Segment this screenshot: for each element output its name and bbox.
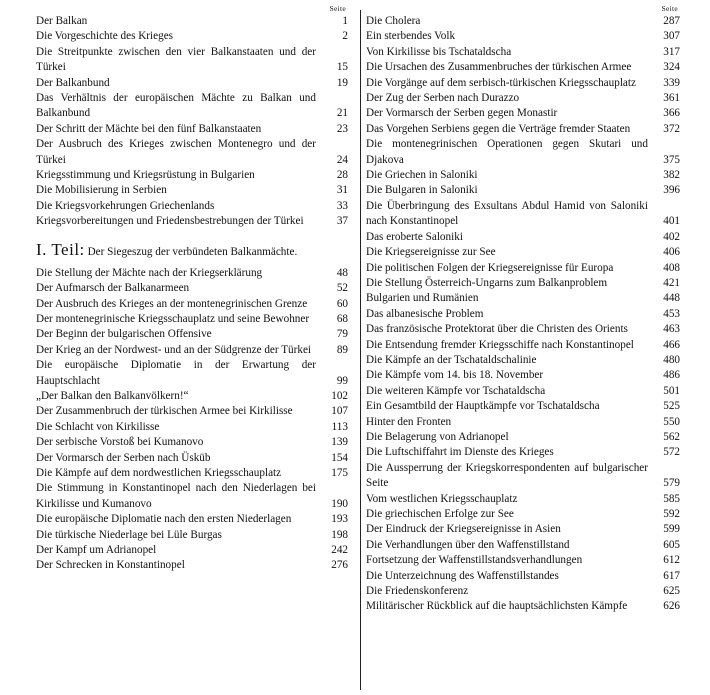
toc-entry-page: 2 xyxy=(342,30,348,43)
toc-entry-page: 276 xyxy=(331,559,348,572)
toc-entry-title: Bulgarien und Rumänien xyxy=(366,292,479,305)
toc-entry xyxy=(366,461,680,492)
toc-entry-title: Die Belagerung von Adrianopel xyxy=(366,430,509,443)
toc-entry-page: 48 xyxy=(336,266,348,279)
toc-entry xyxy=(366,415,680,430)
toc-entry-title: Vom westlichen Kriegsschauplatz xyxy=(366,492,518,505)
toc-entry xyxy=(36,327,348,342)
toc-entry-title: Kriegsstimmung und Kriegsrüstung in Bulgarien xyxy=(36,169,255,182)
toc-entry xyxy=(366,91,680,106)
toc-entry-title: Die politischen Folgen der Kriegsereignisse für Europa xyxy=(366,261,614,274)
toc-entry xyxy=(366,76,680,91)
toc-entry-page: 28 xyxy=(336,169,348,182)
toc-entry-page: 15 xyxy=(336,61,348,74)
toc-entry-title: Die Ursachen des Zusammenbruches der türkischen Armee xyxy=(366,61,632,74)
toc-entry-page: 139 xyxy=(331,436,348,449)
toc-entry-title: Der Eindruck der Kriegsereignisse in Asien xyxy=(366,523,561,536)
toc-entry-title: Der serbische Vorstoß bei Kumanovo xyxy=(36,436,204,449)
toc-entry xyxy=(36,466,348,481)
toc-entry xyxy=(366,137,680,168)
part-label: I. Teil: xyxy=(36,239,85,259)
toc-entry-page: 37 xyxy=(336,215,348,228)
toc-entry-title: Die Überbringung des Exsultans Abdul Hamid von Saloniki nach Konstantinopel xyxy=(366,199,648,228)
toc-entry xyxy=(36,266,348,281)
toc-entry-title: Das Vorgehen Serbiens gegen die Verträge fremder Staaten xyxy=(366,122,631,135)
part-heading xyxy=(36,239,348,260)
toc-right-column xyxy=(366,4,680,615)
toc-intro-list xyxy=(36,14,348,230)
toc-entry-title: Ein Gesamtbild der Hauptkämpfe vor Tschataldscha xyxy=(366,400,600,413)
toc-entry xyxy=(366,291,680,306)
toc-entry-page: 339 xyxy=(663,76,680,89)
toc-entry xyxy=(36,528,348,543)
toc-entry-page: 324 xyxy=(663,61,680,74)
toc-entry xyxy=(366,307,680,322)
toc-entry-title: Die Luftschiffahrt im Dienste des Krieges xyxy=(366,446,554,459)
toc-entry xyxy=(366,261,680,276)
toc-entry xyxy=(366,399,680,414)
toc-entry-page: 585 xyxy=(663,492,680,505)
toc-entry xyxy=(36,481,348,512)
toc-entry-title: Kriegsvorbereitungen und Friedensbestrebungen der Türkei xyxy=(36,215,304,228)
toc-entry-title: Die Friedenskonferenz xyxy=(366,585,469,598)
toc-entry-page: 60 xyxy=(336,297,348,310)
toc-entry xyxy=(366,522,680,537)
toc-entry-title: Das französische Protektorat über die Christen des Orients xyxy=(366,323,628,336)
toc-entry-title: Der montenegrinische Kriegsschauplatz und seine Bewohner xyxy=(36,312,310,325)
toc-entry xyxy=(366,14,680,29)
toc-entry-title: Die Verhandlungen über den Waffenstillstand xyxy=(366,538,570,551)
toc-entry xyxy=(366,122,680,137)
toc-entry-page: 317 xyxy=(663,45,680,58)
toc-entry xyxy=(36,312,348,327)
toc-entry-page: 463 xyxy=(663,323,680,336)
toc-entry-title: Die montenegrinischen Operationen gegen Skutari und Djakova xyxy=(366,138,648,166)
toc-entry-title: Die Stellung der Mächte nach der Kriegserklärung xyxy=(36,266,263,279)
toc-entry xyxy=(366,584,680,599)
toc-entry-title: Der Zug der Serben nach Durazzo xyxy=(366,92,520,105)
toc-entry xyxy=(36,76,348,91)
toc-entry-page: 21 xyxy=(336,107,348,120)
toc-entry xyxy=(366,538,680,553)
toc-entry-title: Die Vorgänge auf dem serbisch-türkischen Kriegsschauplatz xyxy=(366,76,636,89)
toc-part-list xyxy=(36,266,348,574)
toc-entry-page: 113 xyxy=(331,420,348,433)
toc-entry xyxy=(36,214,348,229)
toc-entry-title: Der Beginn der bulgarischen Offensive xyxy=(36,328,212,341)
toc-entry-page: 307 xyxy=(663,30,680,43)
toc-entry-page: 375 xyxy=(663,153,680,166)
toc-left-column xyxy=(36,4,348,574)
toc-entry xyxy=(36,358,348,389)
toc-entry xyxy=(36,512,348,527)
toc-entry-page: 396 xyxy=(663,184,680,197)
toc-entry xyxy=(366,353,680,368)
toc-entry xyxy=(366,276,680,291)
toc-entry xyxy=(36,389,348,404)
toc-entry xyxy=(36,14,348,29)
toc-entry-page: 572 xyxy=(663,446,680,459)
toc-entry-page: 421 xyxy=(663,276,680,289)
toc-entry-title: Die türkische Niederlage bei Lüle Burgas xyxy=(36,528,222,541)
toc-entry-title: „Der Balkan den Balkanvölkern!“ xyxy=(36,389,189,402)
toc-entry-page: 550 xyxy=(663,415,680,428)
toc-entry xyxy=(366,368,680,383)
toc-entry-title: Der Zusammenbruch der türkischen Armee bei Kirkilisse xyxy=(36,405,293,418)
toc-entry-page: 68 xyxy=(336,312,348,325)
toc-entry-title: Der Schrecken in Konstantinopel xyxy=(36,559,185,572)
toc-entry xyxy=(36,281,348,296)
toc-entry-page: 382 xyxy=(663,169,680,182)
toc-entry xyxy=(36,451,348,466)
toc-entry-page: 480 xyxy=(663,353,680,366)
toc-entry xyxy=(36,420,348,435)
toc-entry-title: Die Kämpfe vom 14. bis 18. November xyxy=(366,369,544,382)
toc-entry-page: 625 xyxy=(663,585,680,598)
toc-entry-page: 401 xyxy=(663,215,680,228)
toc-entry xyxy=(36,343,348,358)
toc-entry xyxy=(36,91,348,122)
toc-entry-title: Die europäische Diplomatie nach den ersten Niederlagen xyxy=(36,513,292,526)
toc-entry-title: Der Krieg an der Nordwest- und an der Südgrenze der Türkei xyxy=(36,343,312,356)
toc-entry-page: 190 xyxy=(331,497,348,510)
toc-entry-page: 287 xyxy=(663,15,680,27)
toc-entry xyxy=(36,543,348,558)
toc-entry xyxy=(366,45,680,60)
page-column-label: Seite xyxy=(329,4,346,13)
toc-entry-page: 89 xyxy=(336,343,348,356)
toc-entry-title: Die Stellung Österreich-Ungarns zum Balkanproblem xyxy=(366,276,608,289)
toc-entry-page: 525 xyxy=(663,400,680,413)
toc-entry-page: 501 xyxy=(663,384,680,397)
toc-entry-title: Das Verhältnis der europäischen Mächte zu Balkan und Balkanbund xyxy=(36,92,316,120)
toc-entry xyxy=(36,558,348,573)
toc-entry-page: 1 xyxy=(342,15,348,27)
toc-entry xyxy=(36,404,348,419)
toc-entry xyxy=(36,29,348,44)
toc-entry-title: Die europäische Diplomatie in der Erwartung der Hauptschlacht xyxy=(36,359,316,387)
toc-entry-title: Von Kirkilisse bis Tschataldscha xyxy=(366,45,512,58)
toc-entry-title: Das albanesische Problem xyxy=(366,307,484,320)
toc-entry-title: Das eroberte Saloniki xyxy=(366,230,463,243)
toc-entry-title: Der Ausbruch des Krieges zwischen Montenegro und der Türkei xyxy=(36,138,316,166)
part-title: Der Siegeszug der verbündeten Balkanmächte. xyxy=(87,245,298,258)
toc-entry-page: 406 xyxy=(663,246,680,259)
toc-entry-page: 19 xyxy=(336,76,348,89)
toc-entry xyxy=(36,45,348,76)
toc-entry-page: 175 xyxy=(331,466,348,479)
toc-entry-title: Die Aussperrung der Kriegskorrespondenten auf bulgarischer Seite xyxy=(366,461,648,490)
toc-entry xyxy=(366,168,680,183)
toc-entry-title: Die Vorgeschichte des Krieges xyxy=(36,30,174,43)
toc-entry xyxy=(366,29,680,44)
toc-entry xyxy=(36,168,348,183)
toc-entry-page: 612 xyxy=(663,554,680,567)
toc-entry-title: Die Kämpfe an der Tschataldschalinie xyxy=(366,353,537,366)
toc-entry xyxy=(366,553,680,568)
toc-entry-page: 99 xyxy=(336,374,348,387)
toc-entry-page: 617 xyxy=(663,569,680,582)
toc-entry-page: 599 xyxy=(663,523,680,536)
toc-entry-page: 486 xyxy=(663,369,680,382)
toc-entry xyxy=(36,435,348,450)
toc-entry xyxy=(366,492,680,507)
toc-entry-page: 193 xyxy=(331,513,348,526)
toc-entry xyxy=(366,106,680,121)
toc-entry-title: Die weiteren Kämpfe vor Tschataldscha xyxy=(366,384,546,397)
toc-entry-page: 79 xyxy=(336,328,348,341)
toc-entry-title: Die Mobilisierung in Serbien xyxy=(36,184,167,197)
toc-entry-title: Die Kriegsereignisse zur See xyxy=(366,246,496,259)
toc-entry xyxy=(36,122,348,137)
toc-entry-title: Der Balkan xyxy=(36,15,88,27)
toc-entry xyxy=(366,507,680,522)
toc-entry xyxy=(366,384,680,399)
toc-entry-title: Der Ausbruch des Krieges an der montenegrinischen Grenze xyxy=(36,297,308,310)
toc-entry-page: 198 xyxy=(331,528,348,541)
toc-entry-page: 361 xyxy=(663,92,680,105)
toc-entry-page: 466 xyxy=(663,338,680,351)
toc-entry-title: Militärischer Rückblick auf die hauptsächlichsten Kämpfe xyxy=(366,600,628,613)
toc-entry xyxy=(366,599,680,614)
toc-entry-page: 626 xyxy=(663,600,680,613)
column-divider xyxy=(360,10,361,690)
toc-entry-title: Die Bulgaren in Saloniki xyxy=(366,184,478,197)
toc-entry xyxy=(366,569,680,584)
toc-entry-title: Die Kämpfe auf dem nordwestlichen Kriegsschauplatz xyxy=(36,466,282,479)
toc-entry-title: Die griechischen Erfolge zur See xyxy=(366,508,514,520)
toc-entry-page: 605 xyxy=(663,538,680,551)
toc-entry-title: Fortsetzung der Waffenstillstandsverhandlungen xyxy=(366,554,583,567)
toc-entry-page: 242 xyxy=(331,544,348,556)
toc-entry xyxy=(366,199,680,230)
toc-entry-page: 372 xyxy=(663,122,680,135)
toc-entry-title: Die Streitpunkte zwischen den vier Balkanstaaten und der Türkei xyxy=(36,45,316,74)
toc-entry-title: Der Schritt der Mächte bei den fünf Balkanstaaten xyxy=(36,122,262,135)
toc-entry xyxy=(36,183,348,198)
toc-entry-page: 453 xyxy=(663,307,680,320)
toc-entry-title: Ein sterbendes Volk xyxy=(366,30,456,43)
toc-entry-page: 154 xyxy=(331,451,348,464)
toc-entry-page: 408 xyxy=(663,261,680,274)
toc-entry-page: 107 xyxy=(331,405,348,418)
toc-entry-title: Der Kampf um Adrianopel xyxy=(36,544,157,556)
toc-entry xyxy=(366,322,680,337)
toc-entry-title: Der Balkanbund xyxy=(36,76,110,89)
toc-entry-page: 402 xyxy=(663,230,680,243)
toc-entry xyxy=(366,445,680,460)
toc-entry-title: Die Kriegsvorkehrungen Griechenlands xyxy=(36,199,215,212)
toc-entry-title: Die Cholera xyxy=(366,15,421,27)
toc-entry-title: Die Griechen in Saloniki xyxy=(366,169,478,182)
toc-entry-title: Die Unterzeichnung des Waffenstillstandes xyxy=(366,569,559,582)
toc-right-list xyxy=(366,14,680,615)
toc-entry xyxy=(366,230,680,245)
toc-entry-title: Hinter den Fronten xyxy=(366,415,452,428)
toc-entry-page: 579 xyxy=(663,477,680,490)
toc-entry-title: Der Aufmarsch der Balkanarmeen xyxy=(36,282,190,295)
toc-entry xyxy=(366,245,680,260)
toc-entry xyxy=(36,297,348,312)
toc-entry xyxy=(366,183,680,198)
toc-entry-title: Die Stimmung in Konstantinopel nach den Niederlagen bei Kirkilisse und Kumanovo xyxy=(36,482,316,510)
toc-entry-title: Der Vormarsch der Serben gegen Monastir xyxy=(366,107,558,120)
toc-entry-page: 366 xyxy=(663,107,680,120)
toc-entry xyxy=(366,60,680,75)
toc-entry-title: Der Vormarsch der Serben nach Üsküb xyxy=(36,451,211,464)
toc-entry xyxy=(366,430,680,445)
toc-entry-page: 52 xyxy=(336,282,348,295)
toc-entry-page: 23 xyxy=(336,122,348,135)
toc-entry xyxy=(36,137,348,168)
toc-entry-page: 592 xyxy=(663,508,680,520)
toc-entry-page: 448 xyxy=(663,292,680,305)
toc-entry-title: Die Schlacht von Kirkilisse xyxy=(36,420,160,433)
toc-entry-page: 33 xyxy=(336,199,348,212)
toc-entry xyxy=(36,199,348,214)
toc-entry-page: 31 xyxy=(336,184,348,197)
toc-entry-page: 562 xyxy=(663,430,680,443)
toc-entry-page: 24 xyxy=(336,153,348,166)
toc-entry xyxy=(366,338,680,353)
toc-entry-page: 102 xyxy=(331,389,348,402)
page-column-label: Seite xyxy=(661,4,678,13)
toc-entry-title: Die Entsendung fremder Kriegsschiffe nach Konstantinopel xyxy=(366,338,634,351)
